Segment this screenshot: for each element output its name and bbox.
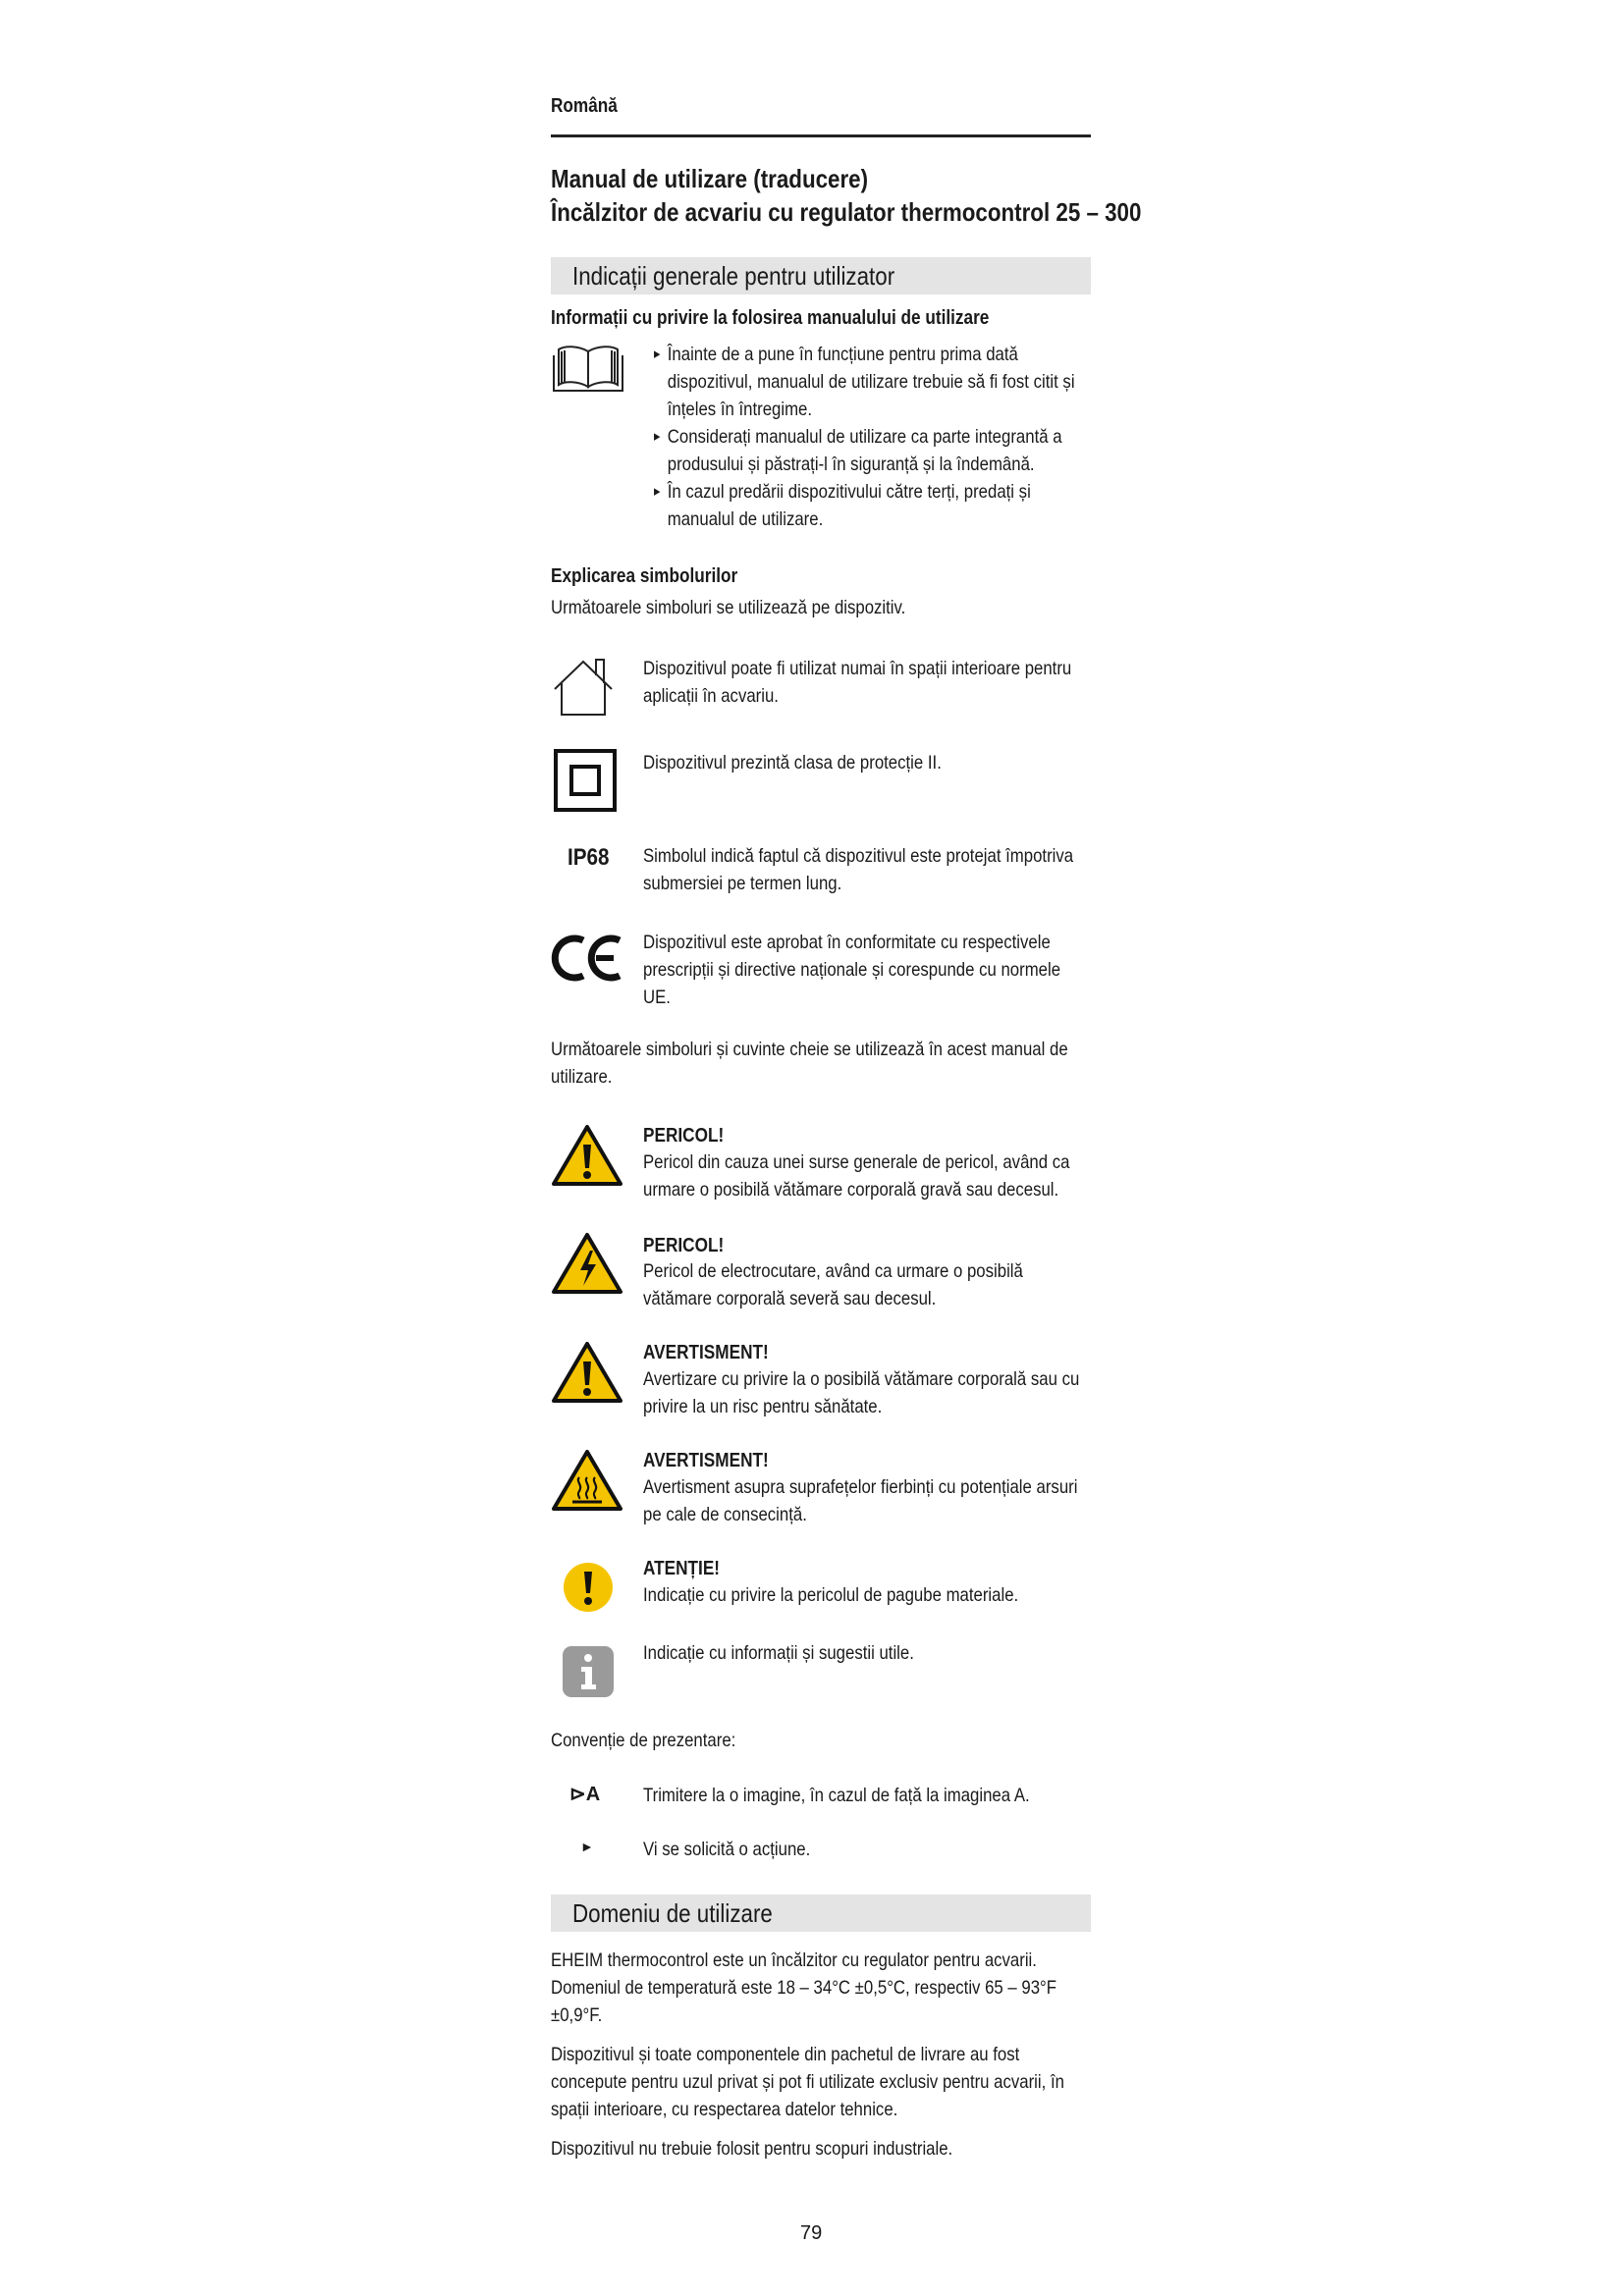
bullet-item: ▸ Înainte de a pune în funcțiune pentru prima dată dispozitivul, manualul de utilizare trebuie să fi fost citit și înțeles în întregime.: [654, 341, 1076, 423]
ip68-label: IP68: [568, 844, 610, 871]
symbol-text-ce: Dispozitivul este aprobat în conformitate cu respectivele prescripții și directive naționale și corespunde cu normele UE.: [643, 932, 1061, 1008]
manual-info-bullets: [654, 341, 1076, 533]
open-book-icon: [551, 342, 625, 393]
warning-text: Pericol de electrocutare, având ca urmare o posibilă vătămare corporală severă sau decesul.: [643, 1260, 1023, 1309]
warning-title: AVERTISMENT!: [643, 1342, 769, 1363]
warning-text: Avertizare cu privire la o posibilă vătămare corporală sau cu privire la un risc pentru sănătate.: [643, 1368, 1080, 1417]
ce-mark-icon: [551, 933, 625, 984]
language-label: Română: [551, 95, 618, 117]
warning-title: AVERTISMENT!: [643, 1450, 769, 1471]
electric-hazard-icon: [551, 1231, 623, 1296]
manual-symbols-intro: Următoarele simboluri și cuvinte cheie se utilizează în acest manual de utilizare.: [551, 1039, 1068, 1088]
convention-text: Vi se solicită o acțiune.: [643, 1839, 811, 1860]
section-heading-usage: [551, 1895, 1091, 1932]
warning-triangle-icon: [551, 1340, 623, 1405]
bullet-item: ▸ Considerați manualul de utilizare ca parte integrantă a produsului și păstrați-l în siguranță și la îndemână.: [654, 423, 1076, 478]
section-heading-text: Indicații generale pentru utilizator: [572, 261, 895, 291]
protection-class-ii-icon: [554, 749, 617, 812]
house-icon: [551, 656, 616, 717]
section-heading-text: Domeniu de utilizare: [572, 1898, 773, 1928]
caution-circle-icon: [561, 1560, 616, 1615]
header-rule: [551, 134, 1091, 137]
usage-paragraph: Dispozitivul nu trebuie folosit pentru scopuri industriale.: [551, 2138, 953, 2160]
bullet-item: ▸ În cazul predării dispozitivului către terți, predați și manualul de utilizare.: [654, 478, 1076, 533]
symbol-text-indoor: Dispozitivul poate fi utilizat numai în spații interioare pentru aplicații în acvariu.: [643, 658, 1072, 707]
warning-text: Pericol din cauza unei surse generale de pericol, având ca urmare o posibilă vătămare corporală gravă sau decesul.: [643, 1151, 1070, 1201]
warning-title: ATENȚIE!: [643, 1558, 721, 1579]
page-number: 79: [800, 2222, 823, 2244]
warning-text: Avertisment asupra suprafețelor fierbinți cu potențiale arsuri pe cale de consecință.: [643, 1476, 1078, 1525]
page-subtitle: Încălzitor de acvariu cu regulator thermocontrol 25 – 300: [551, 197, 1142, 227]
image-reference-symbol: ⊳A: [569, 1784, 601, 1805]
usage-paragraph: EHEIM thermocontrol este un încălzitor cu regulator pentru acvarii. Domeniul de temperatură este 18 – 34°C ±0,5°C, respectiv 65 – 93°F ±0,9°F.: [551, 1949, 1056, 2026]
conventions-heading: Convenție de prezentare:: [551, 1730, 736, 1751]
warning-text: Indicație cu privire la pericolul de pagube materiale.: [643, 1584, 1019, 1606]
usage-paragraph: Dispozitivul și toate componentele din pachetul de livrare au fost concepute pentru uzul privat și pot fi utilizate exclusiv pentru acvarii, în spații interioare, cu respectarea datelor tehnice.: [551, 2044, 1064, 2120]
symbols-intro: Următoarele simboluri se utilizează pe dispozitiv.: [551, 597, 906, 618]
hot-surface-icon: [551, 1448, 623, 1513]
page-title: Manual de utilizare (traducere): [551, 164, 869, 193]
info-icon: [562, 1645, 615, 1698]
action-arrow-icon: ►: [580, 1839, 594, 1854]
symbol-text-ip68: Simbolul indică faptul că dispozitivul este protejat împotriva submersiei pe termen lung.: [643, 845, 1074, 894]
symbols-subheading: Explicarea simbolurilor: [551, 565, 738, 587]
section-heading-general: [551, 257, 1091, 294]
symbol-text-class-ii: Dispozitivul prezintă clasa de protecție II.: [643, 752, 942, 774]
warning-title: PERICOL!: [643, 1235, 725, 1256]
convention-text: Trimitere la o imagine, în cazul de față la imaginea A.: [643, 1785, 1030, 1806]
manual-info-subheading: Informații cu privire la folosirea manualului de utilizare: [551, 307, 990, 329]
warning-triangle-icon: [551, 1123, 623, 1188]
warning-title: PERICOL!: [643, 1125, 725, 1147]
info-text: Indicație cu informații și sugestii utile.: [643, 1642, 914, 1664]
